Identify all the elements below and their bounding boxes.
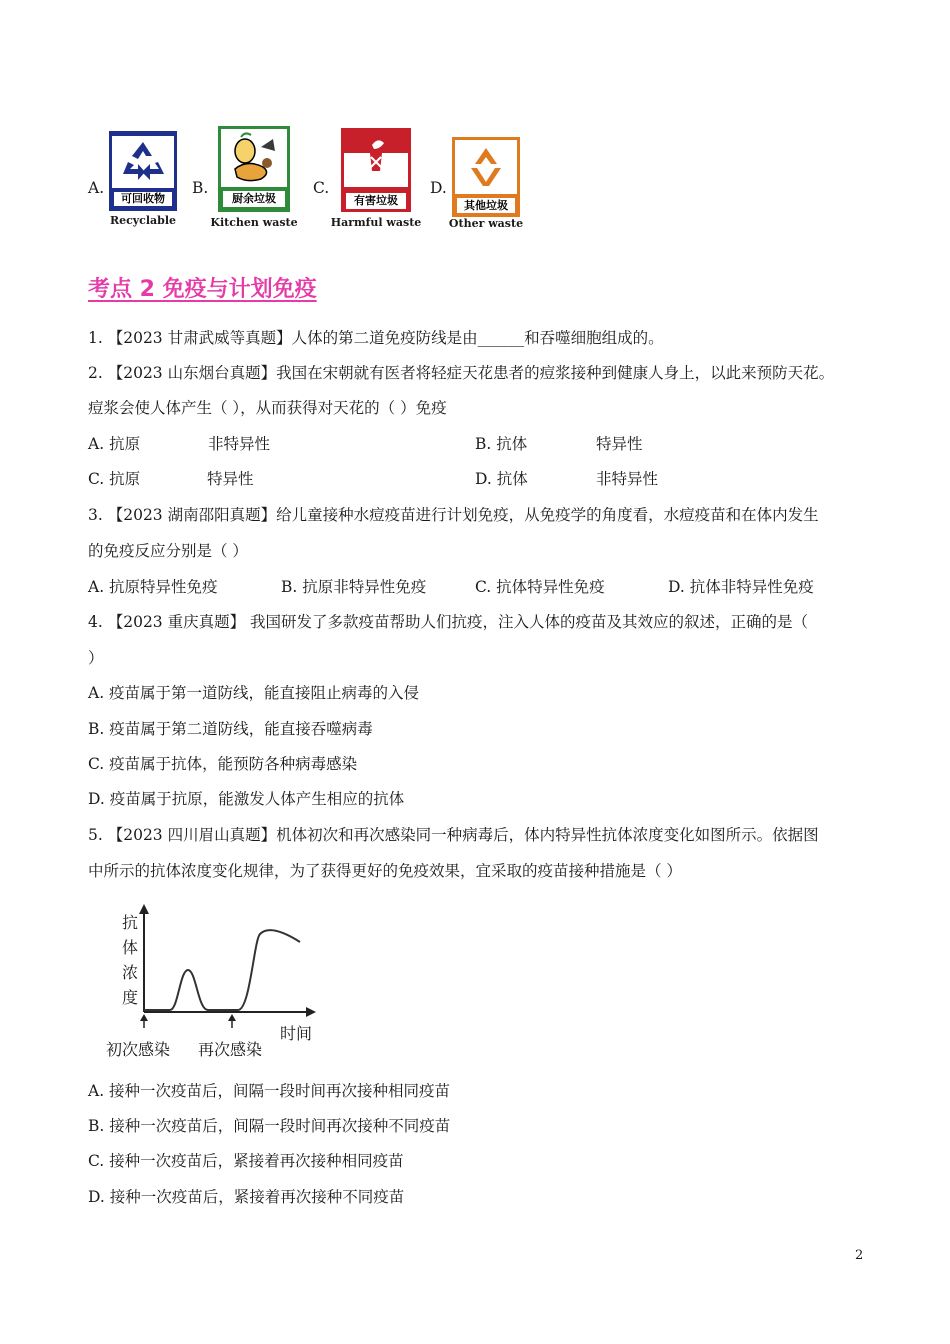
bin-caption-recyclable: Recyclable xyxy=(109,214,177,227)
option-letter-b: B. xyxy=(192,179,209,197)
first-infection-label: 初次感染 xyxy=(106,1040,171,1059)
question-2-line-1: 2. 【2023 山东烟台真题】我国在宋朝就有医者将轻症天花患者的痘浆接种到健康人身上，以此来预防天花。 xyxy=(88,364,835,382)
recycle-icon xyxy=(112,136,174,188)
option-letter: B. xyxy=(475,435,492,453)
question-2-line-2: 痘浆会使人体产生（ ），从而获得对天花的（ ）免疫 xyxy=(88,399,447,417)
q2-option-a[interactable] xyxy=(88,434,140,454)
q2-option-d-part-2: 非特异性 xyxy=(596,470,659,488)
q5-option-a[interactable]: A. 接种一次疫苗后，间隔一段时间再次接种相同疫苗 xyxy=(88,1082,451,1100)
question-1: 1. 【2023 甘肃武威等真题】人体的第二道免疫防线是由______和吞噬细胞组成的。 xyxy=(88,329,664,347)
food-waste-icon xyxy=(221,129,287,187)
option-letter-c: C. xyxy=(313,179,330,197)
option-part-1: 抗体 xyxy=(496,470,528,488)
kitchen-waste-bin xyxy=(218,126,290,212)
q5-option-c[interactable]: C. 接种一次疫苗后，紧接着再次接种相同疫苗 xyxy=(88,1152,404,1170)
bin-caption-other: Other waste xyxy=(448,217,524,230)
q3-option-a[interactable]: A. 抗原特异性免疫 xyxy=(88,578,218,596)
page-number: 2 xyxy=(855,1248,864,1263)
second-infection-label: 再次感染 xyxy=(198,1040,263,1059)
q4-option-b[interactable]: B. 疫苗属于第二道防线，能直接吞噬病毒 xyxy=(88,720,373,738)
question-5-line-2: 中所示的抗体浓度变化规律，为了获得更好的免疫效果，宜采取的疫苗接种措施是（ ） xyxy=(88,862,682,880)
antibody-curve xyxy=(144,930,300,1010)
q2-option-a-part-2: 非特异性 xyxy=(208,435,271,453)
q2-option-b[interactable] xyxy=(475,434,527,454)
option-letter-a: A. xyxy=(88,179,105,197)
question-3-line-2: 的免疫反应分别是（ ） xyxy=(88,542,248,560)
question-5-line-1: 5. 【2023 四川眉山真题】机体初次和再次感染同一种病毒后，体内特异性抗体浓度变化如图所示。依据图 xyxy=(88,826,819,844)
bin-label-harmful: 有害垃圾 xyxy=(346,193,406,209)
q5-option-b[interactable]: B. 接种一次疫苗后，间隔一段时间再次接种不同疫苗 xyxy=(88,1117,451,1135)
x-axis-arrow xyxy=(306,1007,316,1017)
q4-option-a[interactable]: A. 疫苗属于第一道防线，能直接阻止病毒的入侵 xyxy=(88,684,420,702)
q3-option-c[interactable]: C. 抗体特异性免疫 xyxy=(475,578,605,596)
q4-option-c[interactable]: C. 疫苗属于抗体，能预防各种病毒感染 xyxy=(88,755,358,773)
option-part-1: 抗原 xyxy=(109,435,141,453)
option-part-1: 抗体 xyxy=(496,435,528,453)
bin-label-recyclable: 可回收物 xyxy=(114,192,172,206)
recyclable-bin xyxy=(109,131,177,211)
q3-option-b[interactable]: B. 抗原非特异性免疫 xyxy=(281,578,427,596)
question-4-line-2: ） xyxy=(88,649,104,667)
q2-option-b-part-2: 特异性 xyxy=(596,435,643,453)
q2-option-c-part-2: 特异性 xyxy=(207,470,254,488)
y-label-char: 度 xyxy=(122,988,139,1007)
other-waste-icon xyxy=(455,140,517,194)
q2-option-d[interactable] xyxy=(475,469,528,489)
bin-label-kitchen: 厨余垃圾 xyxy=(223,191,285,207)
q4-option-d[interactable]: D. 疫苗属于抗原，能激发人体产生相应的抗体 xyxy=(88,790,405,808)
q2-option-c[interactable] xyxy=(88,469,140,489)
y-label-char: 浓 xyxy=(122,963,139,982)
q5-option-d[interactable]: D. 接种一次疫苗后，紧接着再次接种不同疫苗 xyxy=(88,1188,405,1206)
y-label-char: 抗 xyxy=(122,913,139,932)
q3-option-d[interactable]: D. 抗体非特异性免疫 xyxy=(668,578,814,596)
section-title: 考点 2 免疫与计划免疫 xyxy=(88,277,317,302)
hazard-icon xyxy=(344,131,408,187)
question-4-line-1: 4. 【2023 重庆真题】 我国研发了多款疫苗帮助人们抗疫，注入人体的疫苗及其效应的叙述，正确的是（ xyxy=(88,613,809,631)
question-3-line-1: 3. 【2023 湖南邵阳真题】给儿童接种水痘疫苗进行计划免疫，从免疫学的角度看，水痘疫苗和在体内发生 xyxy=(88,506,819,524)
bin-caption-harmful: Harmful waste xyxy=(330,216,422,229)
option-letter-d: D. xyxy=(430,179,447,197)
x-axis-label: 时间 xyxy=(280,1024,313,1043)
option-letter: D. xyxy=(475,470,492,488)
y-axis-label xyxy=(122,910,142,1010)
option-letter: A. xyxy=(88,435,105,453)
other-waste-bin xyxy=(452,137,520,217)
harmful-waste-bin xyxy=(341,128,411,212)
option-part-1: 抗原 xyxy=(109,470,141,488)
bin-label-other: 其他垃圾 xyxy=(457,198,515,213)
y-label-char: 体 xyxy=(122,938,139,957)
bin-caption-kitchen: Kitchen waste xyxy=(210,216,298,229)
antibody-concentration-figure xyxy=(100,900,330,1060)
option-letter: C. xyxy=(88,470,105,488)
